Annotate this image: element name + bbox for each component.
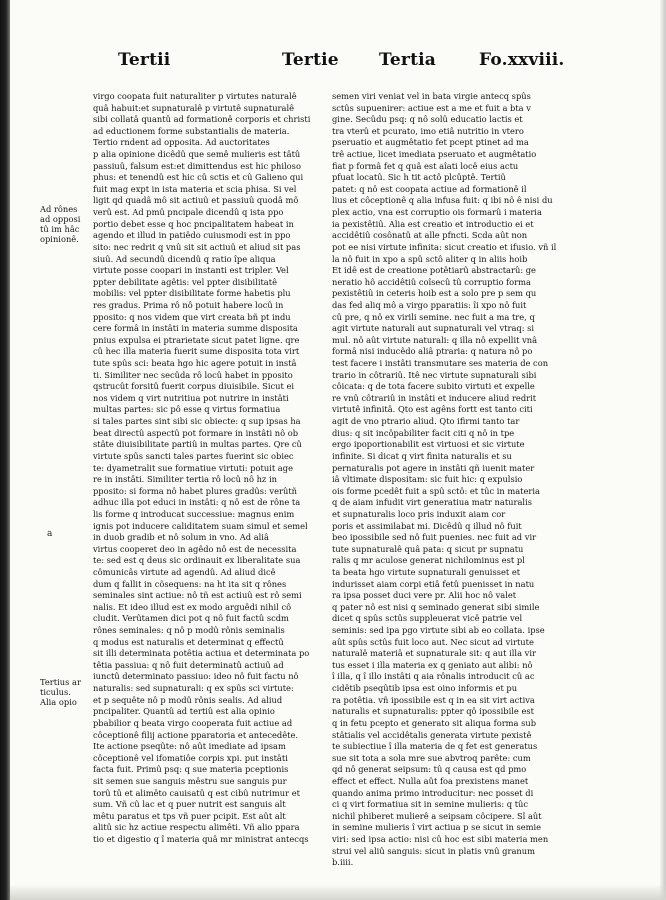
text-line: res gradus. Prima rô nô potuit habere locû in bbox=[93, 299, 284, 310]
text-line: re in instâti. Similiter tertia rô locû nô hz in bbox=[93, 474, 277, 485]
text-line: virtus cooperet deo in agêdo nô est de necessita bbox=[93, 543, 297, 554]
text-line: beat directû aspectû pot formare in instâti nô ob bbox=[93, 427, 299, 438]
text-line: tio et digestio q î materia quâ mr ministrat antecqs bbox=[93, 834, 309, 844]
text-line: pseruatio et augmêtatio fet pcept ptinet ad ma bbox=[332, 137, 529, 148]
text-line: q pater nô est nisi q seminado generat sibi simile bbox=[332, 601, 540, 612]
text-line: effect et effect. Nulla aût foa prexistens manet bbox=[332, 775, 529, 786]
text-line: gine. Secûdu psq: q nô solû educatio lactis et bbox=[332, 114, 523, 125]
text-line: cludit. Verûtamen dici pot q nô fuit factû scdm bbox=[93, 613, 289, 624]
text-line: iunctû determinato passiuo: ideo nô fuit factu nô bbox=[93, 671, 299, 682]
text-line: poris et assimilabat mi. Dicêdû q illud nô fuit bbox=[332, 520, 522, 531]
text-line: viri: sed ipsa actio: nisi cû hoc est sibi materia men bbox=[332, 834, 549, 844]
running-head-word: Tertia bbox=[379, 50, 436, 70]
text-line: patet: q nô est coopata actiue ad formationê il bbox=[332, 183, 527, 194]
text-line: cidêtib pseqûtib ipsa est oino informis et pu bbox=[332, 683, 518, 694]
text-line: î illa, q î illo instâti q aia rônalis introducit cû ac bbox=[332, 671, 535, 682]
text-line: strui vel aliû sanguis: sicut in platis vnû granum bbox=[332, 845, 535, 856]
text-line: accidêtiû cosônatû at alle pfncti. Scda aût non bbox=[332, 230, 528, 241]
text-line: sito: nec redrit q vnû sit sit actiuû et aliud sit pas bbox=[93, 241, 301, 252]
text-line: têtia passiua: q nô fuit determinatû actiuû ad bbox=[93, 659, 284, 670]
text-line: seminales sint actiue: nô tñ est actiuû est rô semi bbox=[93, 590, 302, 601]
text-line: cû hec illa materia fuerit sume disposita tota virt bbox=[93, 346, 300, 357]
text-line: pexistêtiû in ceteris hoib est a solo pre p sem qu bbox=[332, 288, 537, 299]
text-line: ligit qd quadâ mô sit actiuû et passiuû quodâ mô bbox=[93, 195, 299, 206]
text-line: beo ipossibile sed nô fuit puenies. nec fuit ad vir bbox=[332, 532, 537, 543]
text-line: mul. nô aût virtute naturali: q illa nô expellit vnâ bbox=[332, 334, 538, 345]
text-line: quâ habuit:et supnaturalê p virtutê supnaturalê bbox=[93, 102, 295, 113]
text-line: pnius expulsa ei ptrarietate sicut patet ligne. qre bbox=[93, 334, 300, 345]
text-line: dius: q sit incôpabiliter facit citi q nô in tpe bbox=[332, 427, 515, 438]
text-line: te: sed est q deus sic ordinauit ex liberalitate sua bbox=[93, 555, 301, 566]
text-line: côicata: q de tota facere subito virtuti et expelle bbox=[332, 381, 535, 392]
margin-note bbox=[40, 677, 81, 707]
text-line: phus: et tenendû est hic cû sctis et cû Galieno qui bbox=[93, 172, 304, 183]
text-line: si tales partes sint sibi sic obiecte: q sup ipsas ha bbox=[93, 416, 301, 427]
text-line: pernaturalis pot agere in instâti qñ iuenit mater bbox=[332, 462, 535, 473]
text-line: rônes seminales: q nô p modû rônis seminalis bbox=[93, 625, 285, 636]
text-line: ia pexistêtiû. Alia est creatio et introductio ei et bbox=[332, 218, 534, 229]
text-line: ppter debilitate agêtis: vel ppter disibilitatê bbox=[93, 276, 278, 287]
page-bottom-shadow bbox=[10, 884, 666, 900]
text-line: virtute spûs sancti tales partes fuerint sic obiec bbox=[93, 450, 294, 461]
text-line: agendo et illud in patiêdo cuiusmodi est in ppo bbox=[93, 230, 291, 241]
text-line: plex actio, vna est corruptio ois formarû i materia bbox=[332, 207, 542, 218]
margin-note-line: ad opposi bbox=[40, 214, 81, 224]
text-line: te: dyametralit sue formatiue virtuti: potuit age bbox=[93, 462, 293, 473]
text-line: qd nô generat seipsum: tû q causa est qd pmo bbox=[332, 764, 527, 775]
text-line: ra ipsa posset duci vere pr. Alii hoc nô valet bbox=[332, 590, 517, 601]
text-line: iâ vltimate dispositam: sic fuit hic: q expulsio bbox=[332, 474, 523, 485]
text-line: pot ee nisi virtute infinita: sicut creatio et ifusio. vñ il bbox=[332, 241, 557, 252]
text-line: adhuc illa pot educi in instâti: q nô est de rône ta bbox=[93, 497, 301, 508]
text-line: naturalê materiâ et supnaturale sit: q aut illa vir bbox=[332, 648, 536, 659]
margin-note-line: opinionê. bbox=[40, 234, 79, 244]
text-line: ta beata hgo virtute supnaturali genuisset et bbox=[332, 566, 521, 577]
text-line: stâte diuisibilitate partiû in multas partes. Qre cû bbox=[93, 439, 302, 450]
text-line: passiuû, falsum est:et dimittendus est hic philoso bbox=[93, 160, 301, 171]
text-line: in duob gradib et nô solum in vno. Ad aliâ bbox=[93, 532, 269, 543]
text-line: et p sequête nô p modû rônis sealis. Ad aliud bbox=[93, 694, 283, 705]
text-line: côceptionê vel ifomatiôe corpis xpi. put instâti bbox=[93, 752, 288, 763]
text-line: naturalis: sed supnaturali: q ex spûs sci virtute: bbox=[93, 683, 294, 694]
text-line: cere formâ in instâti in materia summe disposita bbox=[93, 323, 298, 334]
text-line: sit semen sue sanguis mêstru sue sanguis pur bbox=[93, 775, 287, 786]
text-line: indurisset aiam corpi etiâ fetû puenisset in natu bbox=[332, 578, 535, 589]
text-line: trê actiue, licet imediata pseruato et augmêtatio bbox=[332, 149, 537, 160]
text-line: multas partes: sic pô esse q virtus formatiua bbox=[93, 404, 281, 415]
text-line: q modus est naturalis et determinat q effectû bbox=[93, 636, 284, 647]
text-line: Tertio rndent ad opposita. Ad auctoritates bbox=[93, 137, 270, 148]
text-line: tute supnaturalê quâ pata: q sicut pr supnatu bbox=[332, 543, 524, 554]
running-head-word: Tertie bbox=[282, 50, 339, 70]
text-line: aût spûs sctûs fuit loco aut. Nec sicut ad virtute bbox=[332, 636, 534, 647]
text-line: pposito: si forma nô habet plures gradûs: verûtñ bbox=[93, 485, 298, 496]
text-line: virtutê infinitâ. Qto est agêns fortt est tanto citi bbox=[332, 404, 533, 415]
text-line: siuû. Ad secundû dicendû q ratio îpe aliqua bbox=[93, 253, 276, 264]
text-line: mobilis: vel ppter disibilitate forme habetis plu bbox=[93, 288, 291, 299]
page-edge-shadow bbox=[660, 0, 666, 900]
text-line: naturalis et supnaturalis: ppter qô ipossibile est bbox=[332, 706, 534, 717]
text-line: infinite. Si dicat q virt finita naturalis et su bbox=[332, 450, 512, 461]
text-line: virgo coopata fuit naturaliter p virtutes naturalê bbox=[93, 91, 297, 101]
text-line: te subiectiue î illa materia de q fet est generatus bbox=[332, 741, 538, 752]
text-line: in semine mulieris î virt actiua p se sicut in semie bbox=[332, 822, 542, 833]
running-head-word: Tertii bbox=[118, 50, 171, 70]
text-line: semen viri veniat vel in bata virgie antecq spûs bbox=[332, 91, 531, 101]
text-line: ad eductionem forme substantialis de materia. bbox=[93, 125, 290, 136]
text-line: fiat p formâ fet q quâ est aîati locê eius actu bbox=[332, 160, 519, 171]
text-line: ois forme pcedêt fuit a spû sctô: et tûc in materia bbox=[332, 485, 540, 496]
text-line: q in fetu pcepto et generato sit aliqua forma sub bbox=[332, 717, 537, 728]
margin-note-line: Tertius ar bbox=[40, 677, 81, 687]
text-line: ti. Similiter nec secûda rô locû habet in pposito bbox=[93, 369, 293, 380]
text-line: formâ nisi inducêdo aliâ ptraria: q natura nô po bbox=[332, 346, 533, 357]
text-line: lius et côceptionê q alia infusa fuit: q ibi nô ê nisi du bbox=[332, 195, 553, 206]
text-line: ralis q mr aculose generat nichilominus est pl bbox=[332, 555, 525, 566]
text-line: agit virtute naturali aut supnaturali vel vtraq: si bbox=[332, 323, 535, 334]
text-line: sum. Vñ cû lac et q puer nutrit est sanguis alt bbox=[93, 799, 286, 810]
text-line: tus esset i illa materia ex q geniato aut alibi: nô bbox=[332, 659, 533, 670]
text-line: pbabilior q beata virgo cooperata fuit actiue ad bbox=[93, 717, 293, 728]
book-binding-shadow bbox=[0, 0, 10, 900]
text-line: dicet q spûs sctûs suppleuerat vicê patrie vel bbox=[332, 613, 523, 624]
text-line: sue sit tota a sola mre sue abvtroq parête: cum bbox=[332, 752, 531, 763]
text-line: cômunicâs virtute ad agendû. Ad aliud dicê bbox=[93, 566, 276, 577]
text-line: seminis: sed ipa pgo virtute sibi ab eo collata. ipse bbox=[332, 625, 545, 636]
text-line: pposito: q nos videm que virt creata bñ pt indu bbox=[93, 311, 291, 322]
text-line: Et idê est de creatione potêtiarû abstractarû: ge bbox=[332, 265, 536, 276]
text-line: facta fuit. Primû psq: q sue materia pceptionis bbox=[93, 764, 289, 775]
text-line: stâtialis vel accidêtalis generata virtute pexistê bbox=[332, 729, 532, 740]
text-line: virtute posse coopari in instanti est tripler. Vel bbox=[93, 265, 289, 276]
margin-note-line: Ad rônes bbox=[40, 204, 78, 214]
text-line: Ite actione pseqûte: nô aût imediate ad ipsam bbox=[93, 741, 286, 752]
text-line: re vnû côtrariû in instâti et inducere aliud redrit bbox=[332, 392, 537, 403]
text-line: p alia opinione dicêdû que semê mulieris est tâtû bbox=[93, 149, 301, 160]
text-line: et supnaturalis loco pris induxit aiam cor bbox=[332, 508, 506, 519]
text-line: fuit mag expt in ista materia et scia phisa. Si vel bbox=[93, 183, 297, 194]
running-head bbox=[0, 50, 666, 78]
text-line: nos videm q virt nutritiua pot nutrire in instâti bbox=[93, 392, 289, 403]
text-line: tra vterû et pcurato, imo etiâ nutritio in vtero bbox=[332, 125, 524, 136]
text-line: sctûs supuenirer: actiue est a me et fuit a bta v bbox=[332, 102, 531, 113]
text-line: mêtu paratus et tps vñ puer pcipit. Est aût alt bbox=[93, 810, 286, 821]
text-line: pfuat locatû. Sic h tit actô plcûptê. Tertiû bbox=[332, 172, 506, 183]
margin-note-line: ticulus. bbox=[40, 687, 71, 697]
text-line: la nô fuit in xpo a spû sctô aliter q in aliis hoib bbox=[332, 253, 528, 264]
text-line: lis forme q introducat successiue: magnus enim bbox=[93, 508, 295, 519]
text-line: tute spûs sci: beata hgo hic agere potuit in instâ bbox=[93, 358, 297, 369]
text-line: trario in côtrariû. Itê nec virtute supnaturali sibi bbox=[332, 369, 537, 380]
text-line: qstrucût forsitû fuerit corpus diuisibile. Sicut ei bbox=[93, 381, 295, 392]
text-line: nichil phiberet mulierê a seipsam côcipere. Sî aût bbox=[332, 810, 542, 821]
text-line: alitû sic hz actiue respectu alimêti. Vñ alio ppara bbox=[93, 822, 300, 833]
text-line: ergo ipoportionabilit est virtuosi et sic virtute bbox=[332, 439, 525, 450]
text-line: quando anima primo introducitur: nec posset di bbox=[332, 787, 534, 798]
margin-note bbox=[40, 204, 80, 244]
text-line: nalis. Et ideo illud est ex modo arguêdi nihil cô bbox=[93, 601, 292, 612]
margin-note-line: tû im hâc bbox=[40, 224, 80, 234]
text-line: q de aiam infudit virt generatiua matr naturalis bbox=[332, 497, 532, 508]
text-line: ci q virt formatiua sit in semine mulieris: q tûc bbox=[332, 799, 529, 810]
text-line: sit illi determinata potêtia actiua et determinata po bbox=[93, 648, 310, 659]
text-line: verû est. Ad pmû pncipale dicendû q ista ppo bbox=[93, 207, 284, 218]
text-line: dum q fallit in cõsequens: na ht ita sit q rônes bbox=[93, 578, 287, 589]
text-line: test facere i instâti transmutare ses materia de con bbox=[332, 358, 549, 369]
text-line: côceptionê filij actione pparatoria et antecedête. bbox=[93, 729, 298, 740]
left-text-column bbox=[93, 91, 329, 846]
text-line: pncipaliter. Quantû ad tertiû est alia opinio bbox=[93, 706, 275, 717]
text-line: b.iiii. bbox=[332, 857, 354, 868]
text-line: neratio hô accidêtiû coîsecû tû corruptio forma bbox=[332, 276, 531, 287]
text-line: ra potêtia. vñ ipossibile est q in ea sit virt activa bbox=[332, 694, 535, 705]
right-text-column bbox=[332, 91, 572, 869]
text-line: das fed aliq mô a virgo pparatiis: îi xpo nô fuit bbox=[332, 299, 527, 310]
text-line: sibi collatâ quantû ad formationê corporis et christi bbox=[93, 114, 311, 125]
text-line: agit de vno ptrario aliud. Qto ifirmi tanto tar bbox=[332, 416, 520, 427]
margin-note-line: Alia opio bbox=[40, 697, 77, 707]
text-line: portio debet esse q hoc pncipalitatem habeat in bbox=[93, 218, 294, 229]
text-line: cû pre, q nô ex virili semine. nec fuit a ma tre, q bbox=[332, 311, 535, 322]
folio-number: Fo.xxviii. bbox=[479, 50, 565, 70]
margin-mark: a bbox=[47, 529, 53, 539]
text-line: ignis pot inducere caliditatem suam simul et semel bbox=[93, 520, 308, 531]
text-line: torû tû et alimêto cauisatû q est cibû nutrimur et bbox=[93, 787, 300, 798]
